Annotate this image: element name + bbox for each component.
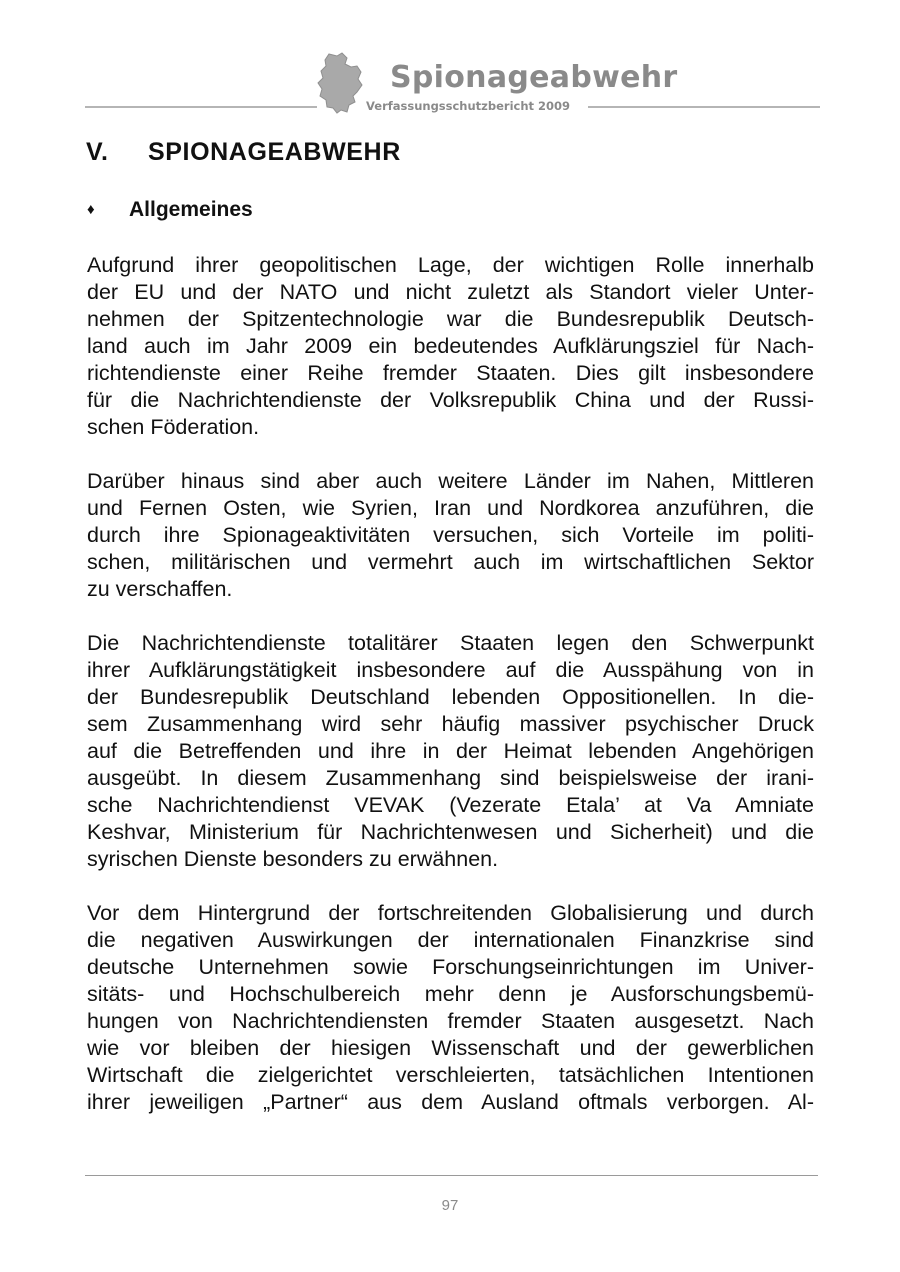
paragraph-1 [87, 252, 814, 441]
text-line: Darüber hinaus sind aber auch weitere Länder im Nahen, Mittleren [87, 469, 814, 493]
text-line: ihrer Aufklärungstätigkeit insbesondere auf die Ausspähung von in [87, 658, 814, 682]
text-line: schen Föderation. [87, 415, 260, 439]
text-line: Keshvar, Ministerium für Nachrichtenwesen und Sicherheit) und die [87, 820, 814, 844]
paragraph-3 [87, 630, 814, 873]
page-number: 97 [441, 1197, 459, 1214]
body-text [87, 252, 814, 1116]
text-line: ihrer jeweiligen „Partner“ aus dem Ausland oftmals verborgen. Al- [87, 1090, 814, 1114]
text-line: zu verschaffen. [87, 577, 233, 601]
text-line: Wirtschaft die zielgerichtet verschleierten, tatsächlichen Intentionen [87, 1063, 814, 1087]
text-line: sem Zusammenhang wird sehr häufig massiver psychischer Druck [87, 712, 814, 736]
header-rule-right [588, 106, 820, 108]
chapter-number: V. [86, 138, 109, 166]
text-line: der EU und der NATO und nicht zuletzt als Standort vieler Unter- [87, 280, 814, 304]
section-title: Allgemeines [129, 198, 253, 221]
text-line: sitäts- und Hochschulbereich mehr denn je Ausforschungsbemü- [87, 982, 814, 1006]
chapter-heading [86, 137, 401, 167]
header-rule-left [85, 106, 317, 108]
chapter-title: SPIONAGEABWEHR [148, 138, 401, 166]
section-heading [87, 197, 253, 223]
text-line: und Fernen Osten, wie Syrien, Iran und Nordkorea anzuführen, die [87, 496, 814, 520]
text-line: deutsche Unternehmen sowie Forschungseinrichtungen im Univer- [87, 955, 814, 979]
text-line: hungen von Nachrichtendiensten fremder Staaten ausgesetzt. Nach [87, 1009, 814, 1033]
text-line: Die Nachrichtendienste totalitärer Staaten legen den Schwerpunkt [87, 631, 814, 655]
text-line: der Bundesrepublik Deutschland lebenden Oppositionellen. In die- [87, 685, 814, 709]
text-line: syrischen Dienste besonders zu erwähnen. [87, 847, 499, 871]
header-subtitle: Verfassungsschutzbericht 2009 [366, 99, 571, 113]
diamond-bullet-icon: ♦ [87, 201, 95, 218]
header-title: Spionageabwehr [390, 60, 678, 95]
footer-rule [85, 1175, 818, 1176]
text-line: sche Nachrichtendienst VEVAK (Vezerate Etala’ at Va Amniate [87, 793, 814, 817]
paragraph-4 [87, 900, 814, 1116]
page-header [0, 0, 900, 120]
text-line: wie vor bleiben der hiesigen Wissenschaft und der gewerblichen [87, 1036, 814, 1060]
text-line: ausgeübt. In diesem Zusammenhang sind beispielsweise der irani- [87, 766, 814, 790]
text-line: auf die Betreffenden und ihre in der Heimat lebenden Angehörigen [87, 739, 814, 763]
text-line: nehmen der Spitzentechnologie war die Bundesrepublik Deutsch- [87, 307, 814, 331]
text-line: richtendienste einer Reihe fremder Staaten. Dies gilt insbesondere [87, 361, 814, 385]
text-line: für die Nachrichtendienste der Volksrepublik China und der Russi- [87, 388, 814, 412]
text-line: Aufgrund ihrer geopolitischen Lage, der wichtigen Rolle innerhalb [87, 253, 814, 277]
paragraph-2 [87, 468, 814, 603]
state-map-icon [317, 52, 363, 114]
text-line: Vor dem Hintergrund der fortschreitenden Globalisierung und durch [87, 901, 814, 925]
text-line: die negativen Auswirkungen der internationalen Finanzkrise sind [87, 928, 814, 952]
text-line: land auch im Jahr 2009 ein bedeutendes Aufklärungsziel für Nach- [87, 334, 814, 358]
text-line: schen, militärischen und vermehrt auch im wirtschaftlichen Sektor [87, 550, 814, 574]
text-line: durch ihre Spionageaktivitäten versuchen, sich Vorteile im politi- [87, 523, 814, 547]
